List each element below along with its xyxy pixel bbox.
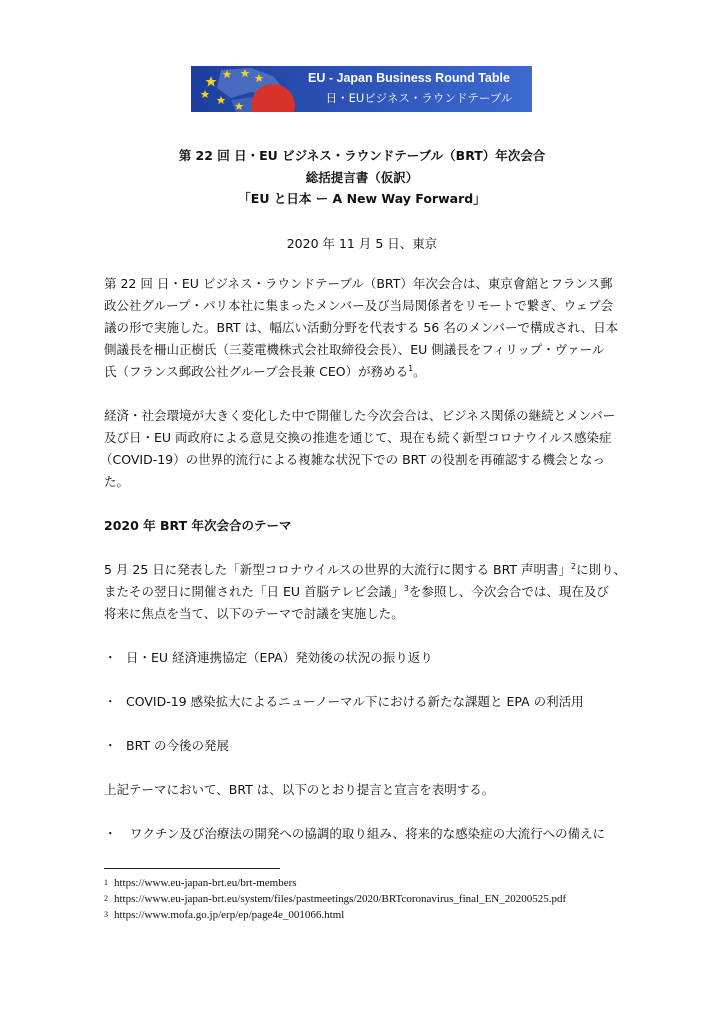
para3-text-end: に則り、 xyxy=(576,562,627,577)
bullet-marker: ・ xyxy=(104,694,117,709)
bullet-item xyxy=(104,650,433,666)
para2-line: た。 xyxy=(104,474,130,489)
para3-line xyxy=(104,584,609,600)
section-heading: 2020 年 BRT 年次会合のテーマ xyxy=(104,518,292,533)
bullet-text: COVID-19 感染拡大によるニューノーマル下における新たな課題と EPA の利活用 xyxy=(126,694,584,709)
footnote-number: 3 xyxy=(104,910,108,919)
logo-title-ja: 日・EUビジネス・ラウンドテーブル xyxy=(325,91,513,105)
bullet-item xyxy=(104,738,229,754)
footnote-ref: 2 xyxy=(570,561,577,571)
para1-line xyxy=(104,364,426,380)
footnote-ref: 3 xyxy=(403,583,409,593)
bullet-text: ワクチン及び治療法の開発への協調的取り組み、将来的な感染症の大流行への備えに xyxy=(130,826,606,841)
footnote-link[interactable]: https://www.eu-japan-brt.eu/system/files/pastmeetings/2020/BRTcoronavirus_final_EN_20200525.pdf xyxy=(114,893,567,905)
footnote-number: 2 xyxy=(104,894,108,903)
footnote-number: 1 xyxy=(104,878,108,887)
footnote-link[interactable]: https://www.mofa.go.jp/erp/ep/page4e_001066.html xyxy=(114,909,345,921)
document-theme: 「EU と日本 ー A New Way Forward」 xyxy=(238,191,486,206)
para2-line: 及び日・EU 両政府による意見交換の推進を通じて、現在も続く新型コロナウイルス感染症 xyxy=(104,430,612,445)
para1-line: 第 22 回 日・EU ビジネス・ラウンドテーブル（BRT）年次会合は、東京會舘とフランス郵 xyxy=(104,276,613,291)
bullet-item xyxy=(104,694,584,710)
document-subtitle: 総括提言書（仮訳） xyxy=(305,170,419,185)
footnote xyxy=(104,892,566,906)
para1-line: 政公社グループ・パリ本社に集まったメンバー及び当局関係者をリモートで繋ぎ、ウェブ会 xyxy=(104,298,614,313)
logo-title-en: EU - Japan Business Round Table xyxy=(308,71,510,85)
bullet-marker: ・ xyxy=(104,826,117,841)
bullet-item xyxy=(104,826,605,842)
bullet-marker: ・ xyxy=(104,738,117,753)
para1-line: 議の形で実施した。BRT は、幅広い活動分野を代表する 56 名のメンバーで構成され、日本 xyxy=(104,320,619,335)
para1-line: 側議長を柵山正樹氏（三菱電機株式会社取締役会長）、EU 側議長をフィリップ・ヴァール xyxy=(104,342,605,357)
para3-line xyxy=(104,562,626,578)
footnote-ref: 1 xyxy=(408,363,414,373)
para3-line: 将来に焦点を当て、以下のテーマで討議を実施した。 xyxy=(104,606,404,621)
eu-japan-brt-logo xyxy=(191,66,532,112)
footnote-divider xyxy=(104,868,280,869)
para1-text-end: 。 xyxy=(413,364,426,379)
bullet-marker: ・ xyxy=(104,650,117,665)
bullet-text: BRT の今後の発展 xyxy=(126,738,229,753)
footnote xyxy=(104,876,297,890)
document-date: 2020 年 11 月 5 日、東京 xyxy=(286,236,438,251)
document-title: 第 22 回 日・EU ビジネス・ラウンドテーブル（BRT）年次会合 xyxy=(178,148,546,163)
para2-line: （COVID-19）の世界的流行による複雑な状況下での BRT の役割を再確認する機会となっ xyxy=(100,452,606,467)
para4-line: 上記テーマにおいて、BRT は、以下のとおり提言と宣言を表明する。 xyxy=(104,782,495,797)
para1-text: 氏（フランス郵政公社グループ会長兼 CEO）が務める xyxy=(104,364,409,379)
para3-text: 5 月 25 日に発表した「新型コロナウイルスの世界的大流行に関する BRT 声明書」 xyxy=(104,562,571,577)
footnote xyxy=(104,908,344,922)
para3-text-end: を参照し、今次会合では、現在及び xyxy=(408,584,609,599)
para2-line: 経済・社会環境が大きく変化した中で開催した今次会合は、ビジネス関係の継続とメンバー xyxy=(104,408,616,423)
para3-text: またその翌日に開催された「日 EU 首脳テレビ会議」 xyxy=(104,584,404,599)
bullet-text: 日・EU 経済連携協定（EPA）発効後の状況の振り返り xyxy=(126,650,433,665)
footnote-link[interactable]: https://www.eu-japan-brt.eu/brt-members xyxy=(114,877,297,889)
